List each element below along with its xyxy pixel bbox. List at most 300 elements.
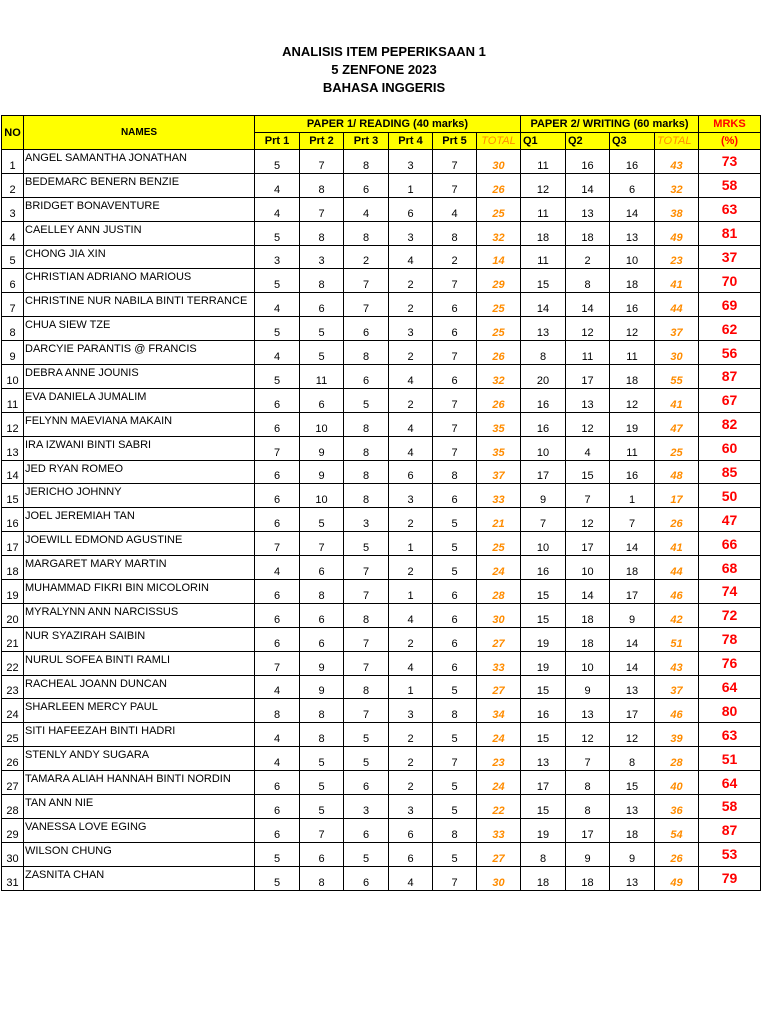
p1-part3-cell: 7 — [344, 556, 389, 580]
row-no-cell: 31 — [2, 866, 24, 890]
p1-total-cell: 32 — [477, 365, 521, 389]
table-row — [2, 842, 761, 866]
p1-part1-cell: 8 — [255, 699, 300, 723]
p1-part1-cell: 6 — [255, 603, 300, 627]
p2-total-cell: 25 — [655, 436, 699, 460]
p1-part5-cell: 6 — [433, 365, 477, 389]
p1-part5-cell: 5 — [433, 556, 477, 580]
p1-part5-cell: 5 — [433, 771, 477, 795]
student-name-cell: BEDEMARC BENERN BENZIE — [24, 173, 255, 197]
p2-total-cell: 38 — [655, 197, 699, 221]
p1-part5-cell: 6 — [433, 627, 477, 651]
table-row — [2, 269, 761, 293]
student-name-cell: NUR SYAZIRAH SAIBIN — [24, 627, 255, 651]
p2-q2-cell: 14 — [566, 173, 610, 197]
p1-part4-cell: 4 — [389, 245, 433, 269]
p1-part2-cell: 5 — [300, 508, 344, 532]
p1-part2-cell: 7 — [300, 197, 344, 221]
p2-q1-cell: 13 — [521, 747, 566, 771]
p1-total-cell: 27 — [477, 627, 521, 651]
p1-part1-cell: 4 — [255, 173, 300, 197]
p1-part5-cell: 8 — [433, 460, 477, 484]
p2-q1-cell: 9 — [521, 484, 566, 508]
p1-part1-cell: 6 — [255, 795, 300, 819]
student-name-cell: CHRISTIAN ADRIANO MARIOUS — [24, 269, 255, 293]
p2-q3-cell: 16 — [610, 460, 655, 484]
p1-part5-cell: 6 — [433, 484, 477, 508]
table-row — [2, 532, 761, 556]
p1-part4-cell: 3 — [389, 795, 433, 819]
row-no-cell: 21 — [2, 627, 24, 651]
p2-q2-cell: 18 — [566, 221, 610, 245]
table-row — [2, 818, 761, 842]
p1-part3-cell: 3 — [344, 508, 389, 532]
table-row — [2, 556, 761, 580]
p2-q2-cell: 13 — [566, 699, 610, 723]
p1-total-cell: 23 — [477, 747, 521, 771]
table-row — [2, 460, 761, 484]
p1-part3-cell: 6 — [344, 771, 389, 795]
p1-part5-cell: 5 — [433, 508, 477, 532]
p2-total-cell: 26 — [655, 508, 699, 532]
student-name-cell: DARCYIE PARANTIS @ FRANCIS — [24, 341, 255, 365]
p1-part1-cell: 4 — [255, 556, 300, 580]
p1-part1-cell: 4 — [255, 675, 300, 699]
student-name-cell: TAMARA ALIAH HANNAH BINTI NORDIN — [24, 771, 255, 795]
student-name-cell: MYRALYNN ANN NARCISSUS — [24, 603, 255, 627]
marks-percent-cell: 76 — [699, 651, 761, 675]
p1-part4-cell: 6 — [389, 460, 433, 484]
p1-part2-cell: 6 — [300, 627, 344, 651]
p2-q1-cell: 12 — [521, 173, 566, 197]
marks-percent-cell: 63 — [699, 197, 761, 221]
student-name-cell: VANESSA LOVE EGING — [24, 818, 255, 842]
row-no-cell: 6 — [2, 269, 24, 293]
p1-part3-cell: 8 — [344, 150, 389, 174]
report-title-line-3: BAHASA INGGERIS — [322, 80, 446, 95]
p1-total-cell: 24 — [477, 771, 521, 795]
p2-q3-cell: 16 — [610, 293, 655, 317]
p2-q2-cell: 16 — [566, 150, 610, 174]
col-header-p1-part: Prt 5 — [433, 133, 477, 150]
p1-part2-cell: 6 — [300, 293, 344, 317]
p2-q1-cell: 15 — [521, 675, 566, 699]
p1-part2-cell: 5 — [300, 771, 344, 795]
p1-part2-cell: 6 — [300, 556, 344, 580]
p2-q2-cell: 12 — [566, 412, 610, 436]
marks-percent-cell: 64 — [699, 675, 761, 699]
row-no-cell: 26 — [2, 747, 24, 771]
p1-part3-cell: 6 — [344, 173, 389, 197]
row-no-cell: 11 — [2, 388, 24, 412]
student-name-cell: CHRISTINE NUR NABILA BINTI TERRANCE — [24, 293, 255, 317]
p2-total-cell: 49 — [655, 866, 699, 890]
p2-q1-cell: 15 — [521, 603, 566, 627]
p2-q3-cell: 14 — [610, 532, 655, 556]
row-no-cell: 16 — [2, 508, 24, 532]
table-row — [2, 365, 761, 389]
p1-part5-cell: 7 — [433, 436, 477, 460]
p1-total-cell: 28 — [477, 580, 521, 604]
p1-part1-cell: 5 — [255, 269, 300, 293]
p1-part3-cell: 7 — [344, 293, 389, 317]
col-header-no: NO — [2, 116, 24, 150]
p1-part2-cell: 7 — [300, 150, 344, 174]
p2-q2-cell: 12 — [566, 723, 610, 747]
p1-part4-cell: 2 — [389, 293, 433, 317]
p1-part4-cell: 2 — [389, 388, 433, 412]
table-row — [2, 603, 761, 627]
p2-q3-cell: 17 — [610, 580, 655, 604]
student-name-cell: JOEWILL EDMOND AGUSTINE — [24, 532, 255, 556]
table-row — [2, 197, 761, 221]
p1-part3-cell: 5 — [344, 842, 389, 866]
marks-percent-cell: 53 — [699, 842, 761, 866]
row-no-cell: 9 — [2, 341, 24, 365]
p1-total-cell: 26 — [477, 173, 521, 197]
p1-total-cell: 30 — [477, 603, 521, 627]
p1-part3-cell: 8 — [344, 603, 389, 627]
p1-part5-cell: 6 — [433, 651, 477, 675]
marks-percent-cell: 64 — [699, 771, 761, 795]
student-name-cell: SHARLEEN MERCY PAUL — [24, 699, 255, 723]
p1-part4-cell: 2 — [389, 556, 433, 580]
row-no-cell: 27 — [2, 771, 24, 795]
p1-part5-cell: 5 — [433, 675, 477, 699]
p2-q1-cell: 17 — [521, 460, 566, 484]
p1-part2-cell: 5 — [300, 341, 344, 365]
p2-q3-cell: 13 — [610, 866, 655, 890]
p2-total-cell: 42 — [655, 603, 699, 627]
p1-total-cell: 29 — [477, 269, 521, 293]
p1-part4-cell: 4 — [389, 365, 433, 389]
p1-part4-cell: 2 — [389, 723, 433, 747]
row-no-cell: 18 — [2, 556, 24, 580]
p2-q2-cell: 10 — [566, 651, 610, 675]
table-row — [2, 580, 761, 604]
marks-percent-cell: 60 — [699, 436, 761, 460]
p1-part2-cell: 10 — [300, 484, 344, 508]
marks-percent-cell: 58 — [699, 795, 761, 819]
p1-part5-cell: 7 — [433, 341, 477, 365]
p2-q3-cell: 19 — [610, 412, 655, 436]
p1-part1-cell: 6 — [255, 627, 300, 651]
p1-part1-cell: 4 — [255, 293, 300, 317]
p2-q3-cell: 15 — [610, 771, 655, 795]
p1-total-cell: 35 — [477, 436, 521, 460]
col-header-p1-part: Prt 1 — [255, 133, 300, 150]
p1-part3-cell: 2 — [344, 245, 389, 269]
table-row — [2, 747, 761, 771]
p2-q1-cell: 18 — [521, 866, 566, 890]
p1-part5-cell: 5 — [433, 795, 477, 819]
p2-q2-cell: 7 — [566, 484, 610, 508]
p2-total-cell: 43 — [655, 651, 699, 675]
p2-q1-cell: 20 — [521, 365, 566, 389]
p1-part3-cell: 6 — [344, 866, 389, 890]
marks-table-body — [2, 116, 761, 891]
p1-part3-cell: 6 — [344, 818, 389, 842]
p1-part5-cell: 7 — [433, 150, 477, 174]
p2-total-cell: 49 — [655, 221, 699, 245]
p2-q3-cell: 14 — [610, 627, 655, 651]
p2-total-cell: 47 — [655, 412, 699, 436]
row-no-cell: 5 — [2, 245, 24, 269]
p1-part5-cell: 7 — [433, 866, 477, 890]
p2-q1-cell: 16 — [521, 388, 566, 412]
p2-q2-cell: 15 — [566, 460, 610, 484]
p2-q1-cell: 16 — [521, 699, 566, 723]
table-row — [2, 150, 761, 174]
p1-total-cell: 14 — [477, 245, 521, 269]
p1-total-cell: 33 — [477, 651, 521, 675]
p2-q3-cell: 13 — [610, 221, 655, 245]
p1-part4-cell: 6 — [389, 197, 433, 221]
p2-q1-cell: 8 — [521, 842, 566, 866]
p1-part4-cell: 2 — [389, 508, 433, 532]
p1-part2-cell: 9 — [300, 651, 344, 675]
p1-total-cell: 25 — [477, 293, 521, 317]
p2-total-cell: 55 — [655, 365, 699, 389]
p1-part3-cell: 8 — [344, 412, 389, 436]
p1-part4-cell: 4 — [389, 412, 433, 436]
marks-percent-cell: 87 — [699, 365, 761, 389]
marks-percent-cell: 81 — [699, 221, 761, 245]
p2-q1-cell: 19 — [521, 818, 566, 842]
p2-q3-cell: 7 — [610, 508, 655, 532]
p2-total-cell: 39 — [655, 723, 699, 747]
table-row — [2, 651, 761, 675]
p2-q1-cell: 13 — [521, 317, 566, 341]
marks-percent-cell: 47 — [699, 508, 761, 532]
p2-total-cell: 46 — [655, 699, 699, 723]
p2-q2-cell: 12 — [566, 317, 610, 341]
p1-part2-cell: 8 — [300, 866, 344, 890]
student-name-cell: JERICHO JOHNNY — [24, 484, 255, 508]
p1-part3-cell: 8 — [344, 675, 389, 699]
p2-q1-cell: 7 — [521, 508, 566, 532]
p1-part1-cell: 6 — [255, 508, 300, 532]
p1-part1-cell: 4 — [255, 197, 300, 221]
row-no-cell: 30 — [2, 842, 24, 866]
marks-percent-cell: 67 — [699, 388, 761, 412]
p1-part5-cell: 5 — [433, 723, 477, 747]
p2-q3-cell: 12 — [610, 723, 655, 747]
p1-part3-cell: 7 — [344, 269, 389, 293]
p1-total-cell: 32 — [477, 221, 521, 245]
student-name-cell: JOEL JEREMIAH TAN — [24, 508, 255, 532]
student-name-cell: ZASNITA CHAN — [24, 866, 255, 890]
p1-total-cell: 30 — [477, 866, 521, 890]
p1-part4-cell: 3 — [389, 221, 433, 245]
p1-total-cell: 30 — [477, 150, 521, 174]
p1-part2-cell: 5 — [300, 795, 344, 819]
p2-q2-cell: 4 — [566, 436, 610, 460]
col-header-p1-total: TOTAL — [477, 133, 521, 150]
p1-total-cell: 26 — [477, 388, 521, 412]
p1-part1-cell: 5 — [255, 150, 300, 174]
p1-total-cell: 27 — [477, 675, 521, 699]
col-header-mrks: MRKS — [699, 116, 761, 133]
table-row — [2, 866, 761, 890]
p1-part3-cell: 8 — [344, 341, 389, 365]
p1-part1-cell: 5 — [255, 842, 300, 866]
p1-total-cell: 35 — [477, 412, 521, 436]
table-row — [2, 388, 761, 412]
p2-total-cell: 41 — [655, 269, 699, 293]
student-name-cell: FELYNN MAEVIANA MAKAIN — [24, 412, 255, 436]
p1-part4-cell: 4 — [389, 436, 433, 460]
p1-part2-cell: 8 — [300, 580, 344, 604]
student-name-cell: STENLY ANDY SUGARA — [24, 747, 255, 771]
p1-part1-cell: 6 — [255, 484, 300, 508]
marks-percent-cell: 51 — [699, 747, 761, 771]
p2-total-cell: 41 — [655, 388, 699, 412]
p2-total-cell: 48 — [655, 460, 699, 484]
p2-q2-cell: 18 — [566, 866, 610, 890]
p1-part3-cell: 8 — [344, 460, 389, 484]
p2-q2-cell: 9 — [566, 842, 610, 866]
p2-q3-cell: 18 — [610, 365, 655, 389]
p1-part3-cell: 5 — [344, 388, 389, 412]
row-no-cell: 28 — [2, 795, 24, 819]
p1-part1-cell: 6 — [255, 771, 300, 795]
p2-q3-cell: 9 — [610, 603, 655, 627]
p1-part4-cell: 3 — [389, 317, 433, 341]
p2-q3-cell: 16 — [610, 150, 655, 174]
row-no-cell: 3 — [2, 197, 24, 221]
header-row-1 — [2, 116, 761, 133]
p1-part1-cell: 4 — [255, 747, 300, 771]
p2-total-cell: 46 — [655, 580, 699, 604]
report-title-line-2: 5 ZENFONE 2023 — [331, 62, 437, 77]
marks-percent-cell: 73 — [699, 150, 761, 174]
p2-q2-cell: 13 — [566, 388, 610, 412]
row-no-cell: 25 — [2, 723, 24, 747]
p2-q3-cell: 12 — [610, 388, 655, 412]
p2-q2-cell: 12 — [566, 508, 610, 532]
p1-part1-cell: 4 — [255, 723, 300, 747]
p1-part3-cell: 3 — [344, 795, 389, 819]
p1-total-cell: 25 — [477, 197, 521, 221]
p2-q1-cell: 10 — [521, 436, 566, 460]
table-row — [2, 699, 761, 723]
p1-part3-cell: 5 — [344, 532, 389, 556]
row-no-cell: 29 — [2, 818, 24, 842]
marks-percent-cell: 80 — [699, 699, 761, 723]
col-header-paper1: PAPER 1/ READING (40 marks) — [255, 116, 521, 133]
p2-q2-cell: 11 — [566, 341, 610, 365]
row-no-cell: 20 — [2, 603, 24, 627]
p1-part4-cell: 1 — [389, 675, 433, 699]
p1-part2-cell: 9 — [300, 460, 344, 484]
p1-part2-cell: 3 — [300, 245, 344, 269]
row-no-cell: 15 — [2, 484, 24, 508]
p1-part3-cell: 6 — [344, 365, 389, 389]
row-no-cell: 7 — [2, 293, 24, 317]
p2-q2-cell: 9 — [566, 675, 610, 699]
p1-part2-cell: 7 — [300, 818, 344, 842]
row-no-cell: 22 — [2, 651, 24, 675]
student-name-cell: JED RYAN ROMEO — [24, 460, 255, 484]
student-name-cell: CHUA SIEW TZE — [24, 317, 255, 341]
p2-q2-cell: 17 — [566, 365, 610, 389]
p1-total-cell: 26 — [477, 341, 521, 365]
row-no-cell: 10 — [2, 365, 24, 389]
p2-total-cell: 44 — [655, 556, 699, 580]
p1-part2-cell: 8 — [300, 269, 344, 293]
marks-percent-cell: 56 — [699, 341, 761, 365]
p1-part3-cell: 5 — [344, 747, 389, 771]
p2-q3-cell: 13 — [610, 675, 655, 699]
marks-percent-cell: 68 — [699, 556, 761, 580]
p1-part3-cell: 6 — [344, 317, 389, 341]
p1-part2-cell: 8 — [300, 221, 344, 245]
p2-q2-cell: 14 — [566, 293, 610, 317]
p2-q3-cell: 1 — [610, 484, 655, 508]
marks-percent-cell: 69 — [699, 293, 761, 317]
p2-q3-cell: 9 — [610, 842, 655, 866]
marks-percent-cell: 70 — [699, 269, 761, 293]
p1-part4-cell: 2 — [389, 341, 433, 365]
p2-q2-cell: 17 — [566, 818, 610, 842]
p1-part5-cell: 6 — [433, 317, 477, 341]
table-row — [2, 723, 761, 747]
table-row — [2, 795, 761, 819]
student-name-cell: CAELLEY ANN JUSTIN — [24, 221, 255, 245]
table-row — [2, 173, 761, 197]
p2-q1-cell: 15 — [521, 580, 566, 604]
p1-part1-cell: 5 — [255, 866, 300, 890]
col-header-mrks-pct: (%) — [699, 133, 761, 150]
table-row — [2, 221, 761, 245]
p2-q1-cell: 19 — [521, 651, 566, 675]
col-header-paper2: PAPER 2/ WRITING (60 marks) — [521, 116, 699, 133]
p1-part1-cell: 6 — [255, 388, 300, 412]
p1-part5-cell: 8 — [433, 699, 477, 723]
student-name-cell: WILSON CHUNG — [24, 842, 255, 866]
p1-part5-cell: 7 — [433, 747, 477, 771]
student-name-cell: BRIDGET BONAVENTURE — [24, 197, 255, 221]
p1-part2-cell: 5 — [300, 747, 344, 771]
row-no-cell: 1 — [2, 150, 24, 174]
p1-part2-cell: 7 — [300, 532, 344, 556]
p1-part4-cell: 2 — [389, 771, 433, 795]
student-name-cell: TAN ANN NIE — [24, 795, 255, 819]
p1-total-cell: 22 — [477, 795, 521, 819]
p2-q1-cell: 11 — [521, 150, 566, 174]
p1-part5-cell: 6 — [433, 580, 477, 604]
row-no-cell: 19 — [2, 580, 24, 604]
p2-total-cell: 43 — [655, 150, 699, 174]
table-row — [2, 508, 761, 532]
p2-total-cell: 37 — [655, 317, 699, 341]
p2-total-cell: 41 — [655, 532, 699, 556]
p1-part1-cell: 6 — [255, 818, 300, 842]
p2-q3-cell: 17 — [610, 699, 655, 723]
marks-percent-cell: 79 — [699, 866, 761, 890]
p1-total-cell: 21 — [477, 508, 521, 532]
p2-q1-cell: 8 — [521, 341, 566, 365]
p1-part2-cell: 10 — [300, 412, 344, 436]
p2-total-cell: 44 — [655, 293, 699, 317]
report-title-line-1: ANALISIS ITEM PEPERIKSAAN 1 — [282, 44, 486, 59]
p2-q3-cell: 11 — [610, 436, 655, 460]
row-no-cell: 13 — [2, 436, 24, 460]
p1-part1-cell: 5 — [255, 365, 300, 389]
p1-part1-cell: 7 — [255, 532, 300, 556]
p1-part4-cell: 6 — [389, 818, 433, 842]
